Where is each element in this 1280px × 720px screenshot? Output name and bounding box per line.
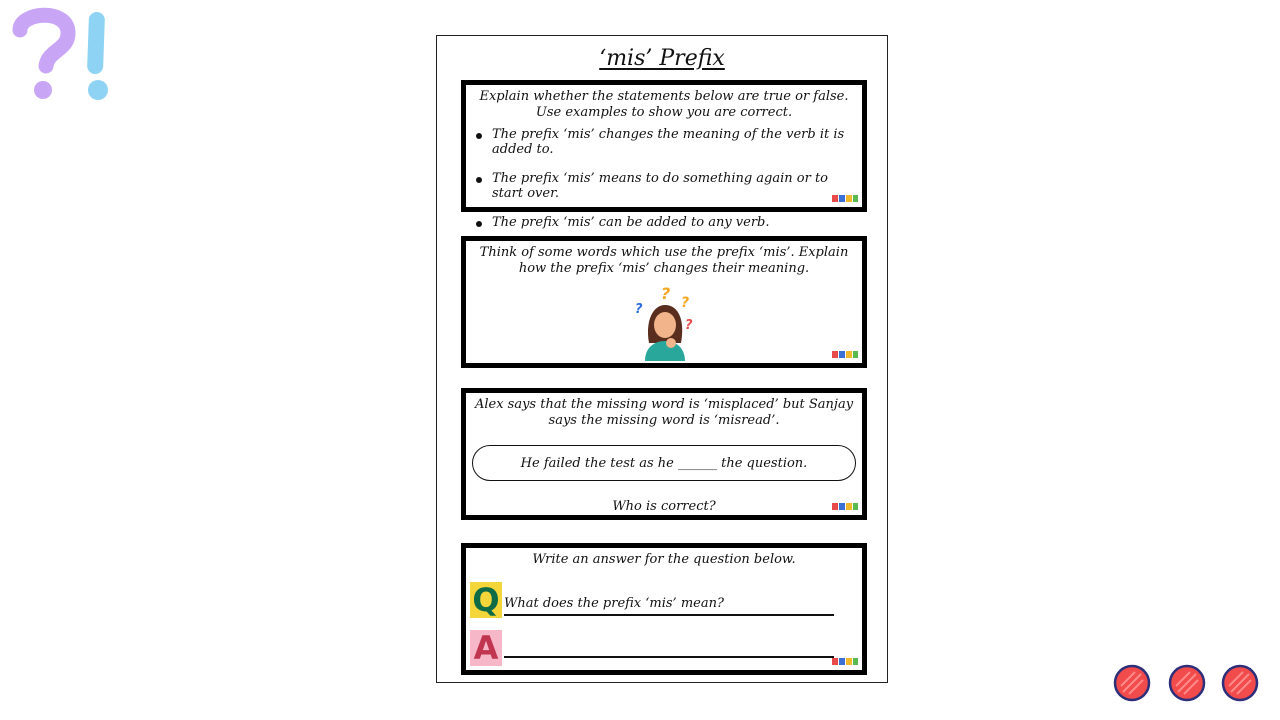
card-instruction: Explain whether the statements below are true or false. Use examples to show you are correct. [479, 89, 849, 120]
q-letter-icon: Q [470, 582, 502, 618]
card-instruction: Alex says that the missing word is ‘misplaced’ but Sanjay says the missing word is ‘misread’. [474, 397, 854, 428]
red-scribble-icon [1113, 664, 1151, 702]
statement-item: The prefix ‘mis’ means to do something again or to start over. [476, 171, 854, 201]
missing-word-card [461, 388, 867, 520]
card-instruction: Think of some words which use the prefix ‘mis’. Explain how the prefix ‘mis’ changes their meaning. [479, 245, 849, 276]
svg-text:?: ? [685, 318, 693, 333]
statement-list [466, 127, 862, 230]
question-exclamation-icon [12, 6, 117, 106]
statement-item: The prefix ‘mis’ changes the meaning of the verb it is added to. [476, 127, 854, 157]
true-false-card [461, 80, 867, 230]
thinking-girl-illustration [631, 285, 701, 361]
sentence-box [472, 445, 856, 481]
question-line [504, 614, 834, 616]
statement-item: The prefix ‘mis’ can be added to any verb. [476, 215, 854, 230]
svg-text:?: ? [635, 302, 643, 317]
a-letter-icon: A [470, 630, 502, 666]
easy-education-logo [832, 654, 858, 666]
question-prompt: Who is correct? [612, 499, 716, 514]
easy-education-logo [832, 191, 858, 203]
question-answer-card [461, 543, 867, 675]
red-scribble-icon [1168, 664, 1206, 702]
gap-sentence: He failed the test as he ______ the question. [520, 455, 808, 471]
easy-education-logo [832, 499, 858, 511]
svg-text:?: ? [681, 295, 690, 311]
question-text: What does the prefix ‘mis’ mean? [504, 596, 724, 611]
worksheet [436, 35, 888, 683]
card-instruction: Write an answer for the question below. [532, 552, 796, 567]
svg-text:?: ? [661, 285, 671, 303]
think-words-card [461, 236, 867, 368]
answer-line[interactable] [504, 656, 834, 658]
easy-education-logo [832, 347, 858, 359]
red-scribble-icon [1221, 664, 1259, 702]
worksheet-title: ‘mis’ Prefix [599, 46, 725, 71]
